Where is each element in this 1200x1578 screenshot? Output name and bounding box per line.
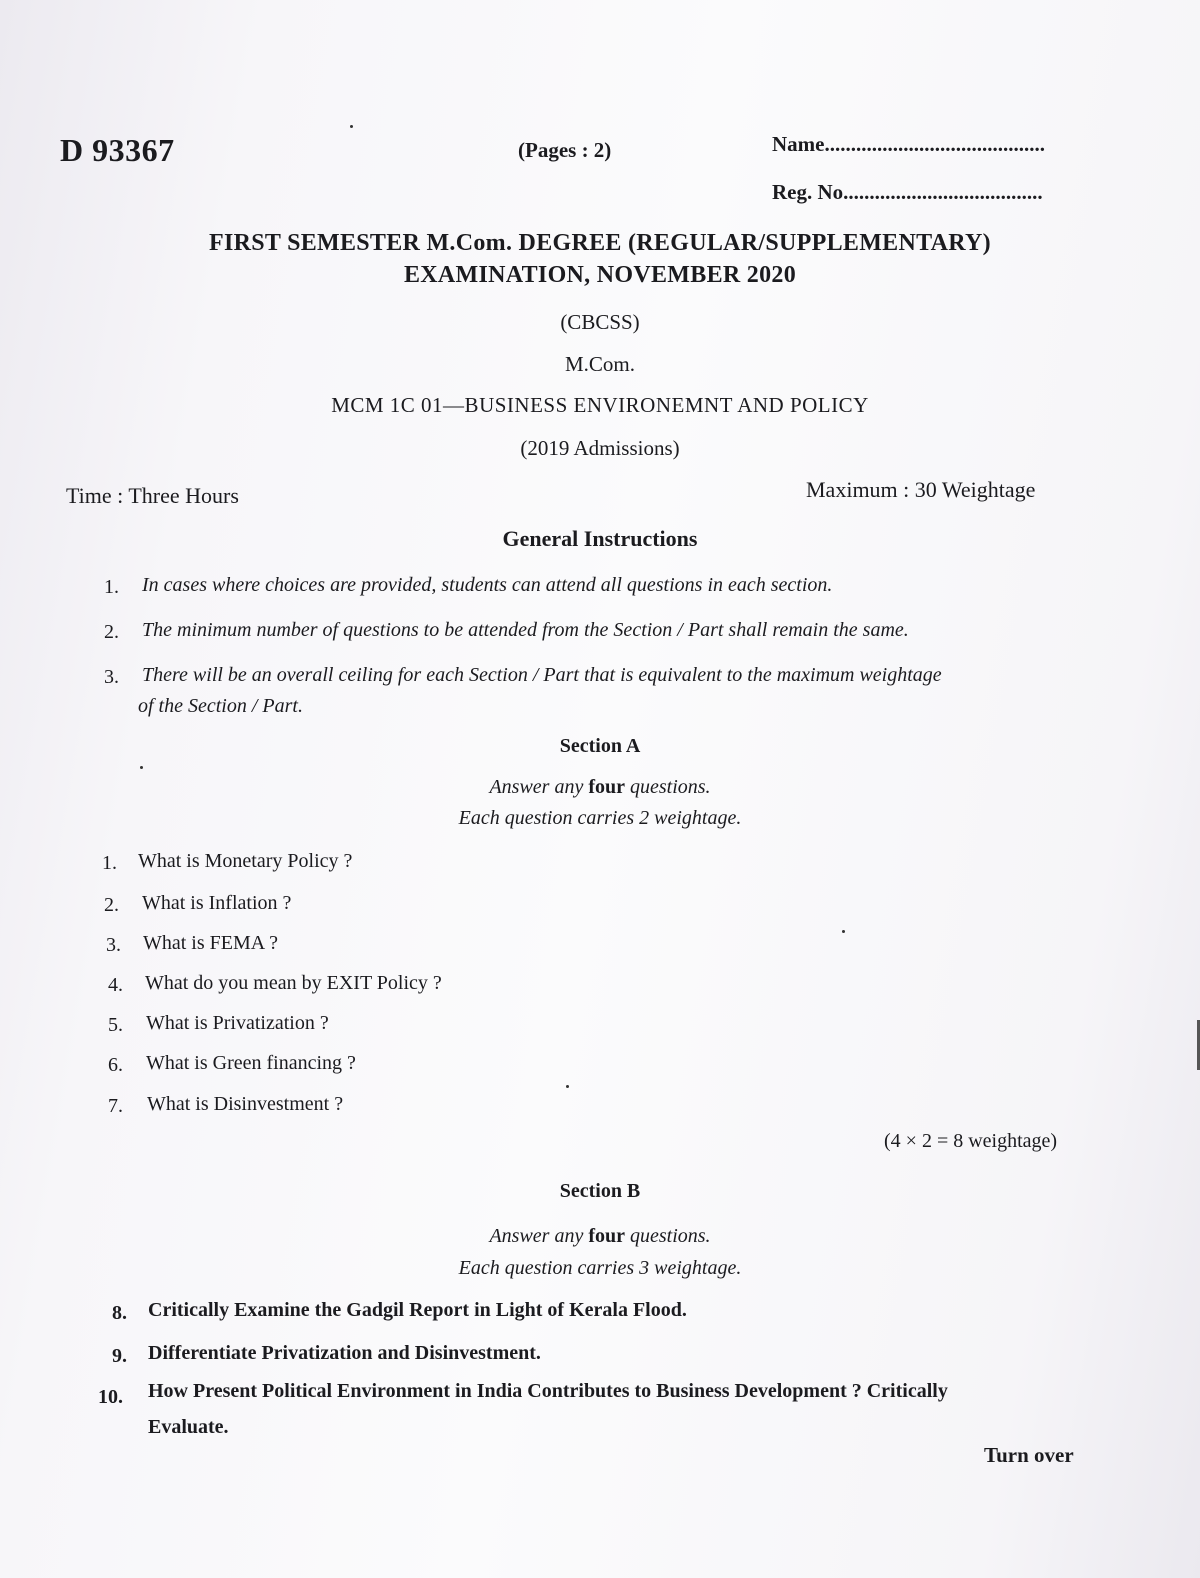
question-number: 10. [98, 1386, 123, 1408]
page-count: (Pages : 2) [518, 138, 612, 162]
question-number: 7. [108, 1095, 123, 1117]
section-b-instruction: Answer any four questions. [489, 1225, 711, 1247]
scan-speck [350, 125, 353, 128]
section-a-instruction: Answer any four questions. [489, 776, 711, 798]
question-number: 3. [106, 934, 121, 956]
section-a-weightage-note: Each question carries 2 weightage. [458, 807, 742, 829]
question-text: What do you mean by EXIT Policy ? [145, 972, 442, 994]
reg-no-field: Reg. No...................................... [772, 180, 1043, 204]
question-number: 2. [104, 894, 119, 916]
question-text: What is Green financing ? [146, 1052, 356, 1074]
question-text: Differentiate Privatization and Disinvestment. [148, 1342, 541, 1364]
scan-speck [842, 930, 845, 933]
paper-code: D 93367 [60, 132, 175, 168]
question-number: 9. [112, 1345, 127, 1367]
instruction-text-continued: of the Section / Part. [138, 695, 303, 717]
question-number: 5. [108, 1014, 123, 1036]
section-b-heading: Section B [559, 1180, 641, 1202]
question-text: Critically Examine the Gadgil Report in Light of Kerala Flood. [148, 1299, 687, 1321]
exam-title-line-1: FIRST SEMESTER M.Com. DEGREE (REGULAR/SUPPLEMENTARY) [209, 230, 991, 256]
question-number: 6. [108, 1054, 123, 1076]
exam-title-line-2: EXAMINATION, NOVEMBER 2020 [403, 262, 797, 288]
question-text: What is Disinvestment ? [147, 1093, 344, 1115]
instruction-number: 1. [104, 576, 119, 598]
name-field: Name.......................................... [772, 132, 1045, 156]
scan-speck [140, 766, 143, 769]
scheme-label: (CBCSS) [560, 310, 640, 334]
question-text: What is Inflation ? [142, 892, 292, 914]
time-allowed: Time : Three Hours [66, 483, 239, 508]
question-text: What is Privatization ? [146, 1012, 329, 1034]
instruction-number: 2. [104, 621, 119, 643]
section-b-weightage-note: Each question carries 3 weightage. [458, 1257, 742, 1279]
turn-over-label: Turn over [984, 1443, 1074, 1467]
section-a-marks: (4 × 2 = 8 weightage) [884, 1130, 1058, 1152]
degree-label: M.Com. [564, 352, 635, 376]
question-number: 1. [102, 852, 117, 874]
maximum-weightage: Maximum : 30 Weightage [806, 477, 1036, 502]
instruction-number: 3. [104, 666, 119, 688]
question-number: 8. [112, 1302, 127, 1324]
admissions-label: (2019 Admissions) [520, 436, 680, 460]
question-text-continued: Evaluate. [148, 1416, 229, 1438]
instruction-text: The minimum number of questions to be attended from the Section / Part shall remain the same. [142, 619, 909, 641]
section-a-heading: Section A [559, 735, 641, 757]
question-text: How Present Political Environment in India Contributes to Business Development ? Critically [148, 1380, 948, 1402]
instruction-text: There will be an overall ceiling for each Section / Part that is equivalent to the maximum weightage [142, 664, 942, 686]
general-instructions-heading: General Instructions [502, 526, 698, 551]
question-number: 4. [108, 974, 123, 996]
instruction-text: In cases where choices are provided, students can attend all questions in each section. [142, 574, 833, 596]
scan-speck [566, 1085, 569, 1088]
question-text: What is FEMA ? [143, 932, 278, 954]
question-text: What is Monetary Policy ? [138, 850, 353, 872]
course-title: MCM 1C 01—BUSINESS ENVIRONEMNT AND POLICY [331, 393, 869, 417]
